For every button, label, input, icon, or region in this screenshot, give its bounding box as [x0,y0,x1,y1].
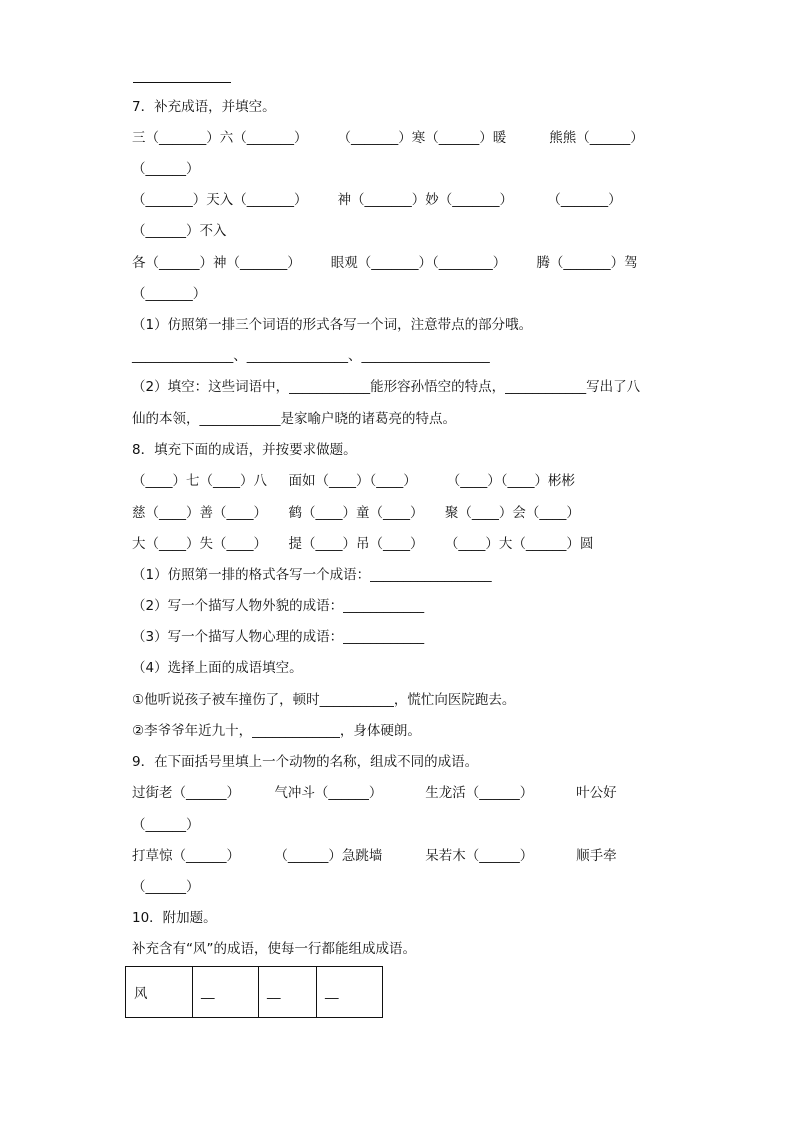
table-cell-blank: __ [193,967,259,1018]
table-cell-blank: __ [259,967,317,1018]
table-row [126,967,383,1018]
q7-row1-continued: （______） [132,161,200,177]
q7-row3: 各（______）神（_______） 眼观（_______）（________） 腾（_______）驾 [132,255,638,271]
q8-sub1: （1）仿照第一排的格式各写一个成语：__________________ [132,567,492,583]
q7-sub2-line2: 仙的本领，____________是家喻户晓的诸葛亮的特点。 [132,411,456,427]
feng-idiom-table [125,966,383,1018]
q9-row1: 过街老（______） 气冲斗（______） 生龙活（______） 叶公好 [132,785,617,801]
q7-row1: 三（_______）六（_______） （_______）寒（______）暖 熊熊（______） [132,130,644,146]
q8-row3: 大（____）失（____） 提（____）吊（____） （____）大（______）圆 [132,536,594,552]
table-cell-feng: 风 [126,967,193,1018]
q9-row1-continued: （______） [132,817,200,833]
q7-title: 7．补充成语，并填空。 [132,99,276,115]
q8-example2: ②李爷爷年近九十，_____________，身体硬朗。 [132,723,421,739]
q10-title: 10．附加题。 [132,910,217,926]
q8-title: 8．填充下面的成语，并按要求做题。 [132,442,357,458]
q8-example1: ①他听说孩子被车撞伤了，顿时___________，慌忙向医院跑去。 [132,692,516,708]
q7-sub1-blanks: _______________、_______________、___________________ [132,348,490,364]
q8-row2: 慈（____）善（____） 鹤（____）童（____） 聚（____）会（____） [132,505,580,521]
table-cell-blank: __ [317,967,383,1018]
q9-row2-continued: （______） [132,879,200,895]
q9-title: 9．在下面括号里填上一个动物的名称，组成不同的成语。 [132,754,479,770]
q8-row1: （____）七（____）八 面如（____）（____） （____）（____）彬彬 [132,473,575,489]
q7-sub2-line1: （2）填空：这些词语中，____________能形容孙悟空的特点，____________写出了八 [132,379,641,395]
q8-sub2: （2）写一个描写人物外貌的成语：____________ [132,598,425,614]
q8-sub3: （3）写一个描写人物心理的成语：____________ [132,629,425,645]
q7-row3-continued: （_______） [132,286,207,302]
q10-description: 补充含有“风”的成语，使每一行都能组成成语。 [132,941,416,957]
q7-row2: （_______）天入（_______） 神（_______）妙（_______） （_______） [132,192,622,208]
q8-sub4: （4）选择上面的成语填空。 [132,660,303,676]
q7-sub1: （1）仿照第一排三个词语的形式各写一个词，注意带点的部分哦。 [132,317,533,333]
q9-row2: 打草惊（______） （______）急跳墙 呆若木（______） 顺手牵 [132,848,617,864]
q7-row2-continued: （______）不入 [132,223,227,239]
answer-line-top [133,82,231,83]
